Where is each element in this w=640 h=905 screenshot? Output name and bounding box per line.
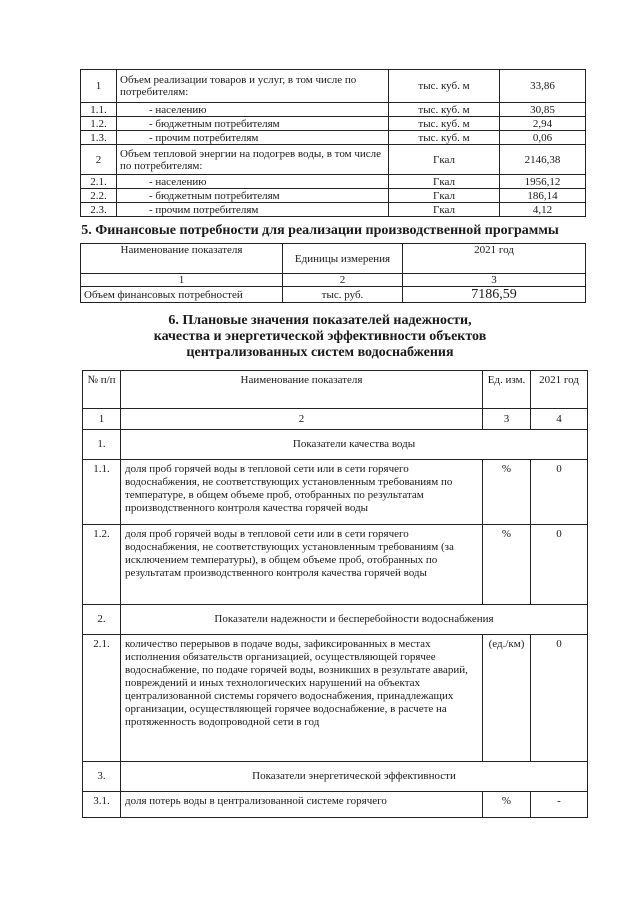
value: 0 (531, 635, 588, 762)
table-row (81, 287, 586, 303)
value: 186,14 (500, 189, 586, 203)
table-row (81, 117, 586, 131)
section-6-title-line-3: централизованных систем водоснабжения (186, 345, 454, 360)
indicator-name: Объем тепловой энергии на подогрев воды, в том числе по потребителям: (117, 145, 389, 175)
value: 0,06 (500, 131, 586, 145)
value: 4,12 (500, 203, 586, 217)
table-row (81, 70, 586, 103)
indicator-name: - бюджетным потребителям (117, 189, 389, 203)
unit: тыс. куб. м (389, 117, 500, 131)
group-row (83, 430, 588, 460)
group-number: 3. (83, 762, 121, 792)
group-title: Показатели надежности и бесперебойности водоснабжения (121, 605, 588, 635)
value: 7186,59 (403, 287, 586, 303)
group-row (83, 605, 588, 635)
unit: % (483, 792, 531, 818)
column-header-number: № п/п (83, 371, 121, 409)
column-index: 1 (83, 409, 121, 430)
unit: Гкал (389, 189, 500, 203)
value: 0 (531, 525, 588, 605)
value: 1956,12 (500, 175, 586, 189)
column-index: 3 (403, 274, 586, 287)
indicator-name: - бюджетным потребителям (117, 117, 389, 131)
unit: тыс. куб. м (389, 103, 500, 117)
column-header-name: Наименование показателя (121, 371, 483, 409)
indicator-name: доля проб горячей воды в тепловой сети или в сети горячего водоснабжения, не соответствующих установленным требованиям (за исключением температуры), в общем объеме проб, отобранных по результатам производственного контроля качества горячей воды (121, 525, 483, 605)
column-header-name: Наименование показателя (81, 244, 283, 274)
column-index: 2 (283, 274, 403, 287)
unit: % (483, 525, 531, 605)
unit: Гкал (389, 145, 500, 175)
group-row (83, 762, 588, 792)
table-row (81, 131, 586, 145)
table-header-row (81, 244, 586, 274)
unit: Гкал (389, 203, 500, 217)
section-6-title-line-1: 6. Плановые значения показателей надежности, (168, 313, 472, 328)
unit: тыс. куб. м (389, 70, 500, 103)
column-index: 3 (483, 409, 531, 430)
value: 2,94 (500, 117, 586, 131)
table-row (83, 460, 588, 525)
value: 33,86 (500, 70, 586, 103)
column-index: 4 (531, 409, 588, 430)
group-number: 2. (83, 605, 121, 635)
column-index-row (83, 409, 588, 430)
indicator-name: - населению (117, 175, 389, 189)
section-6-title-line-2: качества и энергетической эффективности объектов (153, 329, 487, 344)
financial-needs-table (80, 243, 586, 303)
column-index-row (81, 274, 586, 287)
row-number: 2 (81, 145, 117, 175)
indicator-name: доля проб горячей воды в тепловой сети или в сети горячего водоснабжения, не соответствующих установленным требованиям по температуре, в общем объеме проб, отобранных по результатам производственного контроля качества горячей воды (121, 460, 483, 525)
indicator-name: доля потерь воды в централизованной системе горячего (121, 792, 483, 818)
section-5-title: 5. Финансовые потребности для реализации производственной программы (81, 223, 559, 238)
table-row (83, 525, 588, 605)
indicator-name: - прочим потребителям (117, 203, 389, 217)
row-number: 2.2. (81, 189, 117, 203)
unit: % (483, 460, 531, 525)
table-row (81, 203, 586, 217)
unit: (ед./км) (483, 635, 531, 762)
group-number: 1. (83, 430, 121, 460)
indicator-name: Объем финансовых потребностей (81, 287, 283, 303)
table-row (81, 175, 586, 189)
table-header-row (83, 371, 588, 409)
column-header-unit: Ед. изм. (483, 371, 531, 409)
indicator-name: - населению (117, 103, 389, 117)
row-number: 3.1. (83, 792, 121, 818)
unit: тыс. куб. м (389, 131, 500, 145)
value: - (531, 792, 588, 818)
value: 30,85 (500, 103, 586, 117)
row-number: 1.1. (81, 103, 117, 117)
indicator-name: Объем реализации товаров и услуг, в том числе по потребителям: (117, 70, 389, 103)
row-number: 1 (81, 70, 117, 103)
indicator-name: количество перерывов в подаче воды, зафиксированных в местах исполнения обязательств организацией, осуществляющей горячее водоснабжение, по подаче горячей воды, возникших в результате аварий, повреждений и иных технологических нарушений на объектах централизованной системы горячего водоснабжения, принадлежащих организации, осуществляющей горячее водоснабжение, в расчете на протяженность водопроводной сети в год (121, 635, 483, 762)
volumes-table (80, 69, 586, 217)
column-index: 1 (81, 274, 283, 287)
row-number: 2.3. (81, 203, 117, 217)
group-title: Показатели энергетической эффективности (121, 762, 588, 792)
column-index: 2 (121, 409, 483, 430)
table-row (81, 189, 586, 203)
row-number: 2.1. (81, 175, 117, 189)
indicators-table (82, 370, 588, 818)
group-title: Показатели качества воды (121, 430, 588, 460)
unit: тыс. руб. (283, 287, 403, 303)
row-number: 1.2. (81, 117, 117, 131)
column-header-year: 2021 год (403, 244, 586, 274)
table-row (83, 635, 588, 762)
row-number: 1.3. (81, 131, 117, 145)
value: 2146,38 (500, 145, 586, 175)
column-header-year: 2021 год (531, 371, 588, 409)
table-row (83, 792, 588, 818)
table-row (81, 103, 586, 117)
table-row (81, 145, 586, 175)
value: 0 (531, 460, 588, 525)
indicator-name: - прочим потребителям (117, 131, 389, 145)
unit: Гкал (389, 175, 500, 189)
row-number: 1.1. (83, 460, 121, 525)
row-number: 2.1. (83, 635, 121, 762)
row-number: 1.2. (83, 525, 121, 605)
column-header-unit: Единицы измерения (283, 244, 403, 274)
